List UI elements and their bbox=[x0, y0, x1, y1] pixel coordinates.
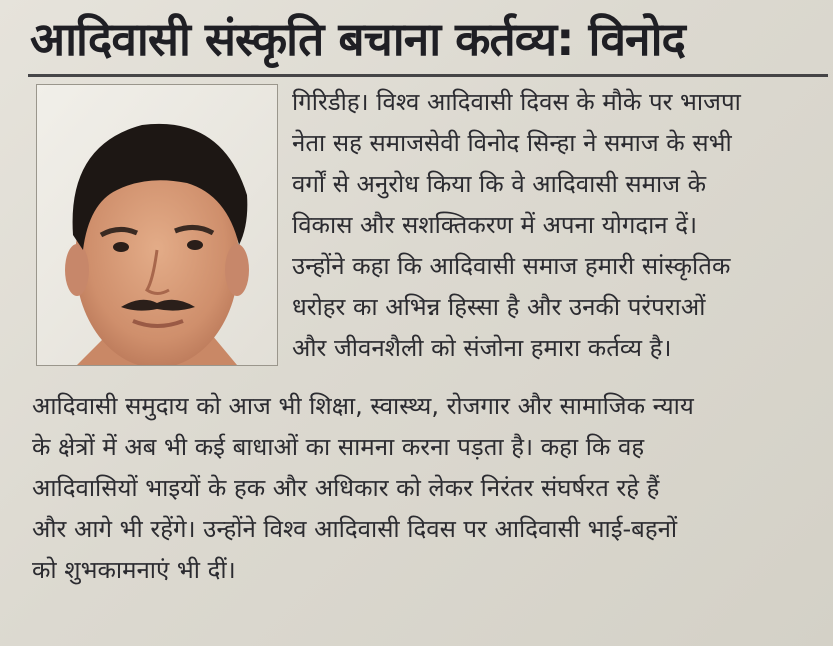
portrait-photo bbox=[36, 84, 278, 366]
headline-rule bbox=[28, 74, 828, 77]
article-text-beside-photo bbox=[292, 82, 822, 369]
article-line: वर्गों से अनुरोध किया कि वे आदिवासी समाज के bbox=[292, 170, 707, 198]
article-line: नेता सह समाजसेवी विनोद सिन्हा ने समाज के सभी bbox=[292, 129, 732, 157]
article-line: उन्होंने कहा कि आदिवासी समाज हमारी सांस्कृतिक bbox=[292, 252, 731, 280]
article-line: को शुभकामनाएं भी दीं। bbox=[32, 556, 236, 584]
article-line: धरोहर का अभिन्न हिस्सा है और उनकी परंपराओं bbox=[292, 293, 706, 321]
headline: आदिवासी संस्कृति बचाना कर्तव्य: विनोद bbox=[30, 12, 685, 66]
portrait-photo-icon bbox=[37, 85, 277, 365]
article-text-full-width bbox=[32, 386, 827, 591]
article-line: आदिवासियों भाइयों के हक और अधिकार को लेकर निरंतर संघर्षरत रहे हैं bbox=[32, 474, 660, 502]
article-line: के क्षेत्रों में अब भी कई बाधाओं का सामना करना पड़ता है। कहा कि वह bbox=[32, 433, 645, 461]
article-line: गिरिडीह। विश्व आदिवासी दिवस के मौके पर भाजपा bbox=[292, 88, 741, 116]
article-line: विकास और सशक्तिकरण में अपना योगदान दें। bbox=[292, 211, 698, 239]
article-line: और जीवनशैली को संजोना हमारा कर्तव्य है। bbox=[292, 334, 672, 362]
article-line: आदिवासी समुदाय को आज भी शिक्षा, स्वास्थ्य, रोजगार और सामाजिक न्याय bbox=[32, 392, 694, 420]
article-line: और आगे भी रहेंगे। उन्होंने विश्व आदिवासी दिवस पर आदिवासी भाई-बहनों bbox=[32, 515, 678, 543]
